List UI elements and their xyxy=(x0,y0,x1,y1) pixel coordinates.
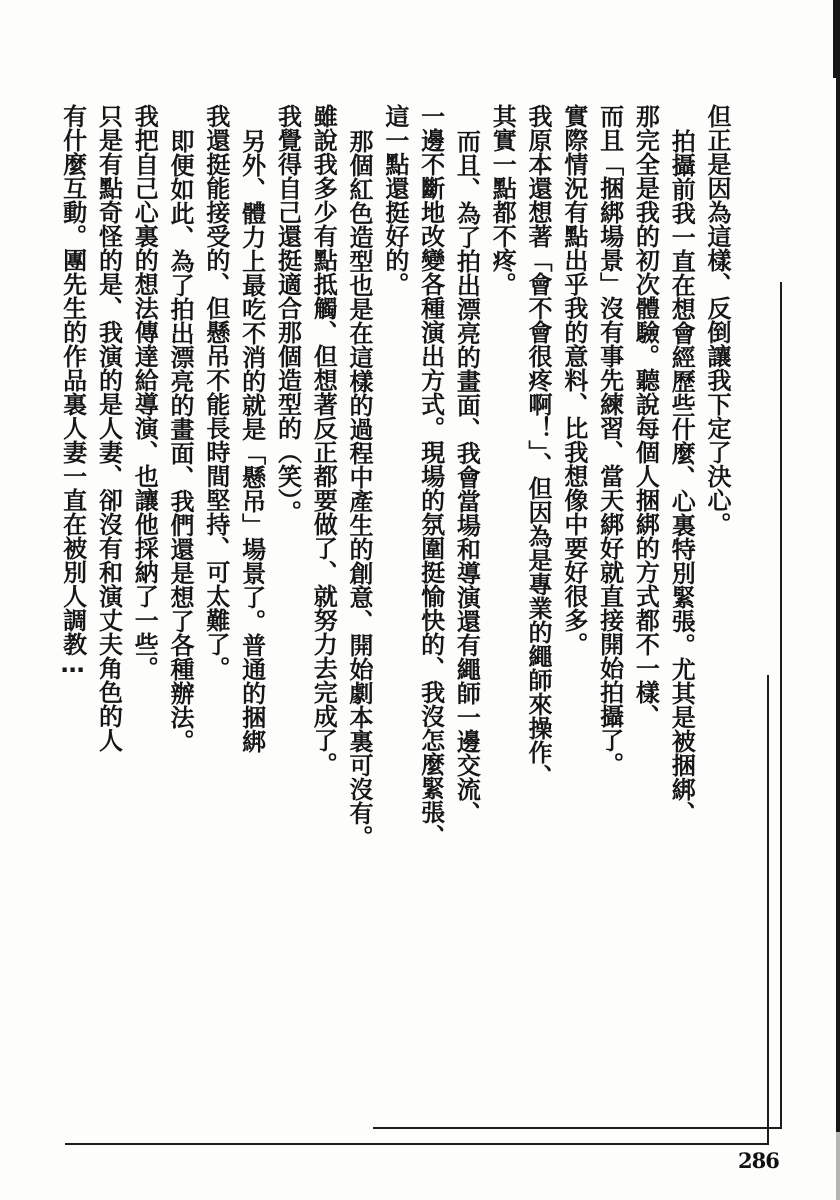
text-column: 但正是因為這樣、反倒讓我下定了決心。 xyxy=(703,104,731,536)
scan-edge-right-fade xyxy=(836,1132,840,1200)
text-column: 那完全是我的初次體驗。聽說每個人捆綁的方式都不一樣、 xyxy=(631,104,660,728)
text-column: 而且「捆綁場景」沒有事先練習、當天綁好就直接開始拍攝了。 xyxy=(595,104,624,776)
text-column: 我把自己心裏的想法傳達給導演、也讓他採納了一些。 xyxy=(130,104,159,680)
text-column: 那個紅色造型也是在這樣的過程中產生的創意、開始劇本裏可沒有。 xyxy=(345,129,374,849)
page-edge-inner-vertical-line xyxy=(767,675,769,1145)
page-edge-outer-horizontal-line xyxy=(373,1127,782,1129)
text-column: 拍攝前我一直在想會經歷些什麼、心裏特別緊張。尤其是被捆綁、 xyxy=(667,129,696,825)
page-edge-outer-vertical-line xyxy=(780,282,782,1129)
text-column: 有什麼互動。團先生的作品裏人妻一直在被別人調教⋯ xyxy=(58,104,87,684)
text-column: 雖說我多少有點抵觸、但想著反正都要做了、就努力去完成了。 xyxy=(309,104,338,776)
text-column: 我原本還想著「會不會很疼啊！」、但因為是專業的繩師來操作、 xyxy=(524,104,553,788)
text-column: 而且、為了拍出漂亮的畫面、我會當場和導演還有繩師一邊交流、 xyxy=(452,129,481,825)
scan-edge-right-top-band xyxy=(833,0,840,78)
interview-text-block xyxy=(50,104,734,864)
text-column: 我還挺能接受的、但懸吊不能長時間堅持、可太難了。 xyxy=(201,104,230,680)
page-edge-inner-horizontal-line xyxy=(65,1143,769,1145)
text-column: 另外、體力上最吃不消的就是「懸吊」場景了。普通的捆綁 xyxy=(237,129,266,753)
page-number: 286 xyxy=(738,1148,779,1173)
text-column: 實際情況有點出乎我的意料、比我想像中要好很多。 xyxy=(559,104,588,656)
text-column: 即便如此、為了拍出漂亮的畫面、我們還是想了各種辦法。 xyxy=(166,129,195,753)
text-column: 一邊不斷地改變各種演出方式。現場的氛圍挺愉快的、我沒怎麼緊張、 xyxy=(416,104,445,848)
text-column: 我覺得自己還挺適合那個造型的（笑）。 xyxy=(273,104,302,524)
scan-edge-right-band xyxy=(836,0,840,1200)
text-column: 只是有點奇怪的是、我演的是人妻、卻沒有和演丈夫角色的人 xyxy=(94,104,123,752)
text-column: 其實一點都不疼。 xyxy=(488,104,517,296)
text-column: 這一點還挺好的。 xyxy=(380,104,409,296)
